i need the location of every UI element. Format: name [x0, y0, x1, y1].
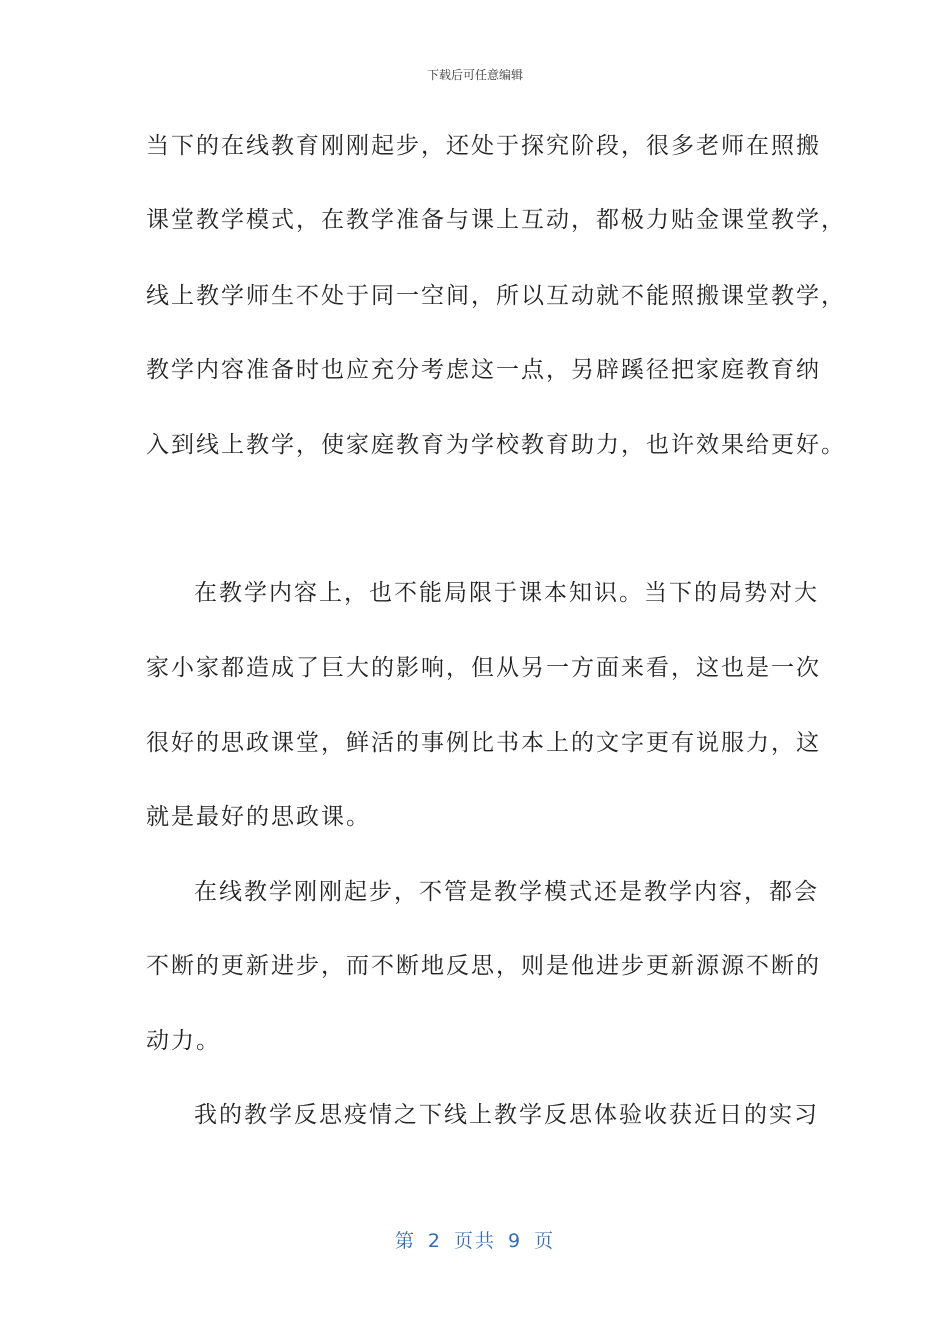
- paragraph-4-line-1: 我的教学反思疫情之下线上教学反思体验收获近日的实习: [194, 1102, 819, 1128]
- page-number-footer: [0, 1226, 950, 1253]
- paragraph-3-line-3: 动力。: [146, 1028, 221, 1054]
- footer-label-end: 页: [534, 1230, 556, 1252]
- footer-label-page: 第: [394, 1230, 416, 1252]
- paragraph-1-line-4: 教学内容准备时也应充分考虑这一点，另辟蹊径把家庭教育纳: [146, 357, 821, 383]
- paragraph-1-line-1: 当下的在线教育刚刚起步，还处于探究阶段，很多老师在照搬: [146, 133, 821, 159]
- paragraph-1-line-5: 入到线上教学，使家庭教育为学校教育助力，也许效果给更好。: [146, 432, 846, 458]
- paragraph-1-line-3: 线上教学师生不处于同一空间，所以互动就不能照搬课堂教学，: [146, 283, 846, 309]
- paragraph-1-line-2: 课堂教学模式，在教学准备与课上互动，都极力贴金课堂教学，: [146, 207, 846, 233]
- paragraph-2-line-1: 在教学内容上，也不能局限于课本知识。当下的局势对大: [194, 580, 819, 606]
- paragraph-2-line-2: 家小家都造成了巨大的影响，但从另一方面来看，这也是一次: [146, 655, 821, 681]
- paragraph-3-line-1: 在线教学刚刚起步，不管是教学模式还是教学内容，都会: [194, 879, 819, 905]
- footer-label-of: 页共: [453, 1230, 496, 1252]
- paragraph-2-line-4: 就是最好的思政课。: [146, 804, 371, 830]
- footer-current-page: 2: [427, 1230, 442, 1252]
- page-header: 下载后可任意编辑: [426, 68, 523, 82]
- paragraph-3-line-2: 不断的更新进步，而不断地反思，则是他进步更新源源不断的: [146, 953, 821, 979]
- paragraph-2-line-3: 很好的思政课堂，鲜活的事例比书本上的文字更有说服力，这: [146, 730, 821, 756]
- footer-total-pages: 9: [508, 1230, 523, 1252]
